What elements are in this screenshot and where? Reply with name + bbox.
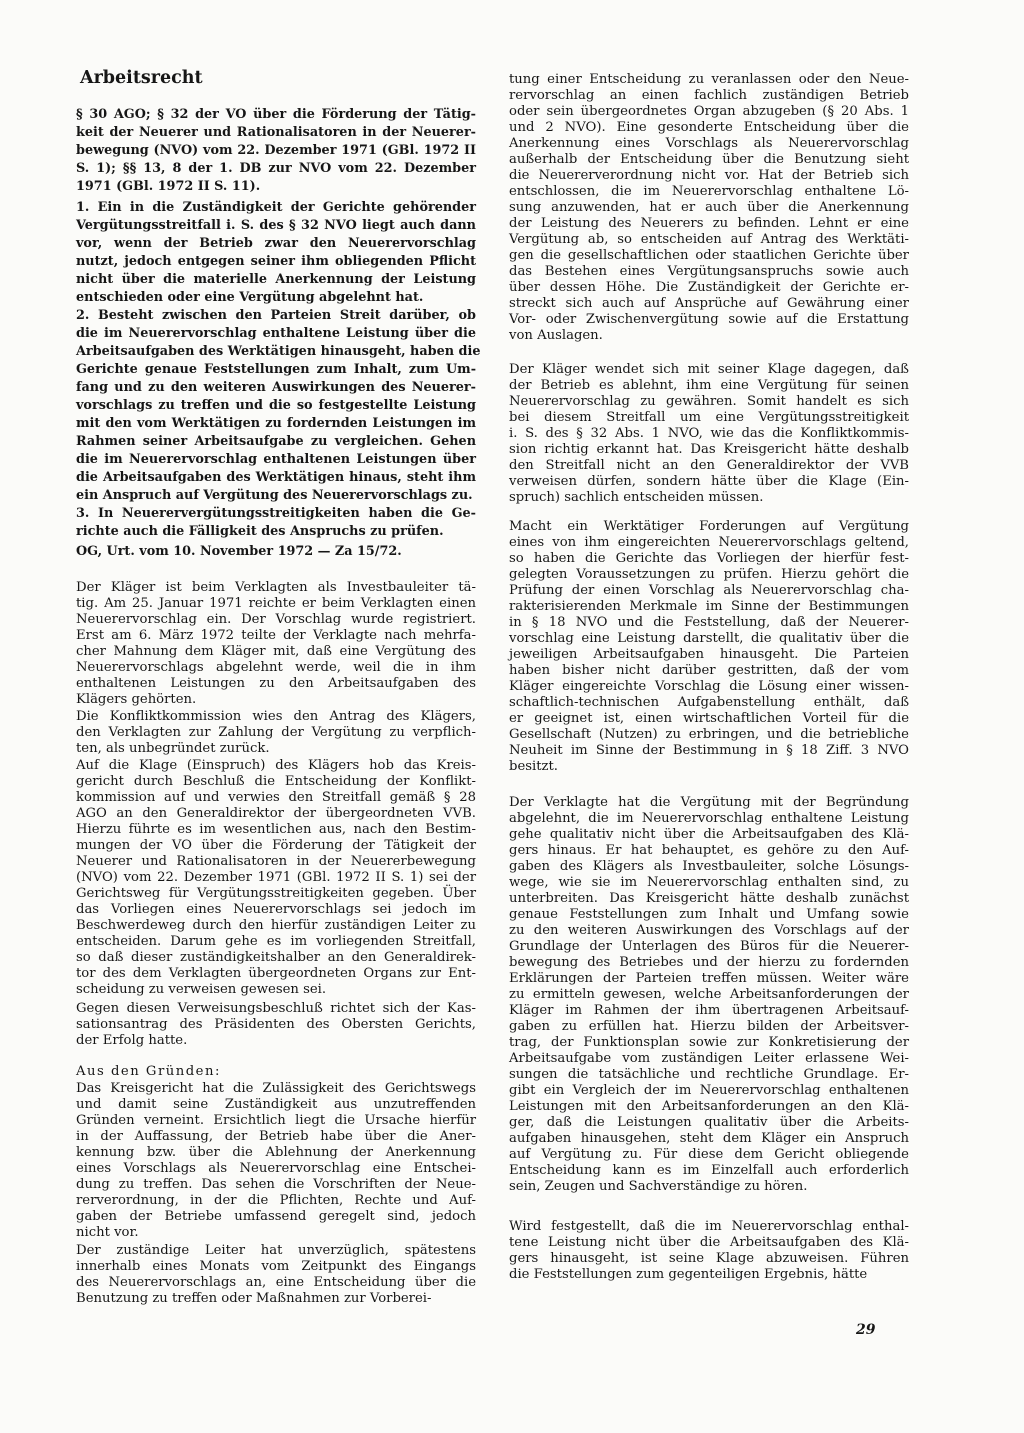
- body-paragraph: [76, 1243, 476, 1307]
- body-paragraph: [509, 519, 909, 775]
- text-line: das Vorliegen eines Neuerervorschlags sei jedoch im: [76, 902, 476, 917]
- text-line: verweisen dürfen, sondern hätte über die Klage (Ein-: [509, 474, 909, 489]
- text-line: gelegten Voraussetzungen zu prüfen. Hierzu gehört die: [509, 567, 909, 582]
- section-title: Arbeitsrecht: [80, 68, 203, 88]
- text-line: gibt ein Vergleich der im Neuerervorschlag enthaltenen: [509, 1083, 909, 1098]
- text-line: AGO an den Generaldirektor der übergeordneten VVB.: [76, 806, 476, 821]
- headnote-paragraph: [76, 505, 476, 541]
- body-paragraph: [76, 758, 476, 998]
- headnote-paragraph: [76, 106, 476, 196]
- text-line: nicht vor.: [76, 1225, 139, 1240]
- text-line: außerhalb der Entscheidung über die Benutzung sieht: [509, 152, 909, 167]
- text-line: 1971 (GBl. 1972 II S. 11).: [76, 179, 261, 194]
- text-line: Der Verklagte hat die Vergütung mit der Begründung: [509, 795, 909, 810]
- text-line: jeweiligen Arbeitsaufgaben hinausgeht. Die Parteien: [509, 647, 909, 662]
- text-line: gers hinaus. Er hat behauptet, es gehöre zu den Auf-: [509, 843, 909, 858]
- text-line: von Auslagen.: [509, 328, 603, 343]
- text-line: die Neuererverordnung nicht vor. Hat der Betrieb sich: [509, 168, 909, 183]
- text-line: S. 1); §§ 13, 8 der 1. DB zur NVO vom 22. Dezember: [76, 161, 476, 176]
- text-line: mungen der VO über die Förderung der Tätigkeit der: [76, 838, 476, 853]
- text-line: 2. Besteht zwischen den Parteien Streit darüber, ob: [76, 308, 476, 323]
- text-line: gen die gesellschaftlichen oder staatlichen Gerichte über: [509, 248, 909, 263]
- text-line: Die Konfliktkommission wies den Antrag des Klägers,: [76, 709, 476, 724]
- text-line: den Streitfall nicht an den Generaldirektor der VVB: [509, 458, 909, 473]
- text-line: zu ermitteln gewesen, welche Arbeitsanforderungen der: [509, 987, 909, 1002]
- headnote-paragraph: [76, 199, 476, 307]
- text-line: rervorschlag an einen fachlich zuständigen Betrieb: [509, 88, 909, 103]
- text-line: enthaltenen Leistungen zu den Arbeitsaufgaben des: [76, 676, 476, 691]
- text-line: haben bisher nicht darüber gestritten, daß der vom: [509, 663, 909, 678]
- text-line: entschieden oder eine Vergütung abgelehnt hat.: [76, 290, 424, 305]
- text-line: Erst am 6. März 1972 teilte der Verklagte nach mehrfa-: [76, 628, 476, 643]
- text-line: vorschlag eine Leistung darstellt, die qualitativ über die: [509, 631, 909, 646]
- text-line: Vor- oder Zwischenvergütung sowie auf die Erstattung: [509, 312, 909, 327]
- text-line: kennung bzw. über die Ablehnung der Anerkennung: [76, 1145, 476, 1160]
- text-line: trag, der Funktionsplan sowie zur Konkretisierung der: [509, 1035, 909, 1050]
- text-line: schaftlich-technischen Aufgabenstellung enthält, daß: [509, 695, 909, 710]
- text-line: (NVO) vom 22. Dezember 1971 (GBl. 1972 II S. 1) sei der: [76, 870, 476, 885]
- text-line: des Neuerervorschlags an, eine Entscheidung über die: [76, 1275, 476, 1290]
- body-paragraph: [509, 72, 909, 344]
- text-line: fang und zu den weiteren Auswirkungen des Neuerer-: [76, 380, 476, 395]
- text-line: vor, wenn der Betrieb zwar den Neuerervorschlag: [76, 236, 476, 251]
- text-line: Auf die Klage (Einspruch) des Klägers hob das Kreis-: [76, 758, 476, 773]
- text-line: ein Anspruch auf Vergütung des Neuerervorschlags zu.: [76, 488, 473, 503]
- text-line: gers hinausgeht, ist seine Klage abzuweisen. Führen: [509, 1251, 909, 1266]
- body-paragraph: [76, 580, 476, 708]
- text-line: tene Leistung nicht über die Arbeitsaufgaben des Klä-: [509, 1235, 909, 1250]
- text-line: Erklärungen der Parteien treffen müssen. Weiter wäre: [509, 971, 909, 986]
- text-line: Gegen diesen Verweisungsbeschluß richtet sich der Kas-: [76, 1001, 476, 1016]
- text-line: keit der Neuerer und Rationalisatoren in der Neuerer-: [76, 125, 476, 140]
- text-line: Gerichtsweg für Vergütungsstreitigkeiten gegeben. Über: [76, 886, 476, 901]
- text-line: auf Vergütung zu. Für diese dem Gericht obliegende: [509, 1147, 909, 1162]
- text-line: das Bestehen eines Vergütungsanspruchs sowie auch: [509, 264, 909, 279]
- text-line: den Verklagten zur Zahlung der Vergütung zu verpflich-: [76, 725, 476, 740]
- text-line: nicht über die materielle Anerkennung der Leistung: [76, 272, 476, 287]
- text-line: 3. In Neuerervergütungsstreitigkeiten haben die Ge-: [76, 506, 476, 521]
- text-line: Arbeitsaufgaben des Werktätigen hinausgeht, haben die: [76, 344, 481, 359]
- text-line: und damit seine Zuständigkeit aus unzutreffenden: [76, 1097, 476, 1112]
- body-paragraph: [509, 362, 909, 506]
- text-line: Kläger eingereichte Vorschlag die Lösung einer wissen-: [509, 679, 909, 694]
- body-paragraph: [76, 709, 476, 757]
- text-line: ger, daß die Leistungen qualitativ über die Arbeits-: [509, 1115, 909, 1130]
- text-line: rerverordnung, in der die Pflichten, Rechte und Auf-: [76, 1193, 476, 1208]
- text-line: richte auch die Fälligkeit des Anspruchs zu prüfen.: [76, 524, 444, 539]
- text-line: Wird festgestellt, daß die im Neuerervorschlag enthal-: [509, 1219, 909, 1234]
- text-line: ten, als unbegründet zurück.: [76, 741, 270, 756]
- text-line: tor des dem Verklagten übergeordneten Organs zur Ent-: [76, 966, 476, 981]
- body-paragraph: [76, 1064, 476, 1080]
- text-line: Rahmen seiner Arbeitsaufgabe zu vergleichen. Gehen: [76, 434, 476, 449]
- text-line: er geeignet ist, einen wirtschaftlichen Vorteil für die: [509, 711, 909, 726]
- text-line: Grundlage der Unterlagen des Büros für die Neuerer-: [509, 939, 909, 954]
- text-line: innerhalb eines Monats vom Zeitpunkt des Eingangs: [76, 1259, 476, 1274]
- text-line: gaben der Betriebe umfassend geregelt sind, jedoch: [76, 1209, 476, 1224]
- text-line: cher Mahnung dem Kläger mit, daß eine Vergütung des: [76, 644, 476, 659]
- text-line: oder sein übergeordnetes Organ abzugeben (§ 20 Abs. 1: [509, 104, 909, 119]
- headnote-paragraph: [76, 307, 481, 505]
- text-line: Gründen verneint. Ersichtlich liegt die Ursache hierfür: [76, 1113, 476, 1128]
- text-line: wege, wie sie im Neuerervorschlag enthalten sind, zu: [509, 875, 909, 890]
- text-line: § 30 AGO; § 32 der VO über die Förderung der Tätig-: [76, 107, 476, 122]
- text-line: genaue Feststellungen zum Inhalt und Umfang sowie: [509, 907, 909, 922]
- text-line: Das Kreisgericht hat die Zulässigkeit des Gerichtswegs: [76, 1081, 476, 1096]
- text-line: rakterisierenden Merkmale im Sinne der Bestimmungen: [509, 599, 909, 614]
- text-line: gaben zu erfüllen hat. Hierzu bilden der Arbeitsver-: [509, 1019, 909, 1034]
- text-line: besitzt.: [509, 759, 558, 774]
- body-paragraph: [509, 1219, 909, 1283]
- text-line: scheidung zu verweisen gewesen sei.: [76, 982, 327, 997]
- text-line: gehe qualitativ nicht über die Arbeitsaufgaben des Klä-: [509, 827, 909, 842]
- text-line: und 2 NVO). Eine gesonderte Entscheidung über die: [509, 120, 909, 135]
- text-line: die im Neuerervorschlag enthaltene Leistung über die: [76, 326, 476, 341]
- text-line: der Erfolg hatte.: [76, 1033, 188, 1048]
- text-line: Gesellschaft (Nutzen) zu erbringen, und die betriebliche: [509, 727, 909, 742]
- text-line: Aus den Gründen:: [76, 1064, 221, 1079]
- text-line: Kläger im Rahmen der ihm übertragenen Arbeitsauf-: [509, 1003, 909, 1018]
- text-line: in der Auffassung, der Betrieb habe über die Aner-: [76, 1129, 476, 1144]
- text-line: Beschwerdeweg durch den hierfür zuständigen Leiter zu: [76, 918, 476, 933]
- text-line: unterbreiten. Das Kreisgericht hätte deshalb zunächst: [509, 891, 909, 906]
- text-line: Entscheidung kann es im Einzelfall auch erforderlich: [509, 1163, 909, 1178]
- text-line: sung anzuwenden, hat er auch über die Anerkennung: [509, 200, 909, 215]
- text-line: Anerkennung eines Vorschlags als Neuerervorschlag: [509, 136, 909, 151]
- text-line: entscheiden. Darum gehe es im vorliegenden Streitfall,: [76, 934, 476, 949]
- text-line: zu den weiteren Auswirkungen des Vorschlags auf der: [509, 923, 909, 938]
- text-line: Gerichte genaue Feststellungen zum Inhalt, zum Um-: [76, 362, 476, 377]
- text-line: gaben des Klägers als Investbauleiter, solche Lösungs-: [509, 859, 909, 874]
- text-line: eines von ihm eingereichten Neuerervorschlags geltend,: [509, 535, 909, 550]
- body-paragraph: [76, 1001, 476, 1049]
- text-line: dung zu treffen. Das sehen die Vorschriften der Neue-: [76, 1177, 476, 1192]
- text-line: bewegung (NVO) vom 22. Dezember 1971 (GBl. 1972 II: [76, 143, 476, 158]
- text-line: die Feststellungen zum gegenteiligen Ergebnis, hätte: [509, 1267, 868, 1282]
- text-line: in § 18 NVO und die Feststellung, daß der Neuerer-: [509, 615, 909, 630]
- text-line: Arbeitsaufgabe vom zuständigen Leiter erlassene Wei-: [509, 1051, 909, 1066]
- text-line: eines Vorschlags als Neuerervorschlag eine Entschei-: [76, 1161, 476, 1176]
- text-line: der Betrieb es ablehnt, ihm eine Vergütung für seinen: [509, 378, 909, 393]
- text-line: Der Kläger ist beim Verklagten als Investbauleiter tä-: [76, 580, 476, 595]
- text-line: Vergütung ab, so entscheiden auf Antrag des Werktäti-: [509, 232, 909, 247]
- text-line: entschlossen, die im Neuerervorschlag enthaltene Lö-: [509, 184, 909, 199]
- text-line: nutzt, jedoch entgegen seiner ihm obliegenden Pflicht: [76, 254, 476, 269]
- text-line: Leistungen mit den Arbeitsanforderungen an den Klä-: [509, 1099, 909, 1114]
- text-line: kommission auf und verwies den Streitfall gemäß § 28: [76, 790, 476, 805]
- text-line: die im Neuerervorschlag enthaltenen Leistungen über: [76, 452, 476, 467]
- text-line: streckt sich auch auf Ansprüche auf Gewährung einer: [509, 296, 909, 311]
- text-line: Der zuständige Leiter hat unverzüglich, spätestens: [76, 1243, 476, 1258]
- text-line: über dessen Höhe. Die Zuständigkeit der Gerichte er-: [509, 280, 909, 295]
- text-line: sungen die tatsächliche und rechtliche Grundlage. Er-: [509, 1067, 909, 1082]
- headnote-paragraph: [76, 543, 476, 561]
- text-line: Hierzu führte es im wesentlichen aus, nach den Bestim-: [76, 822, 476, 837]
- text-line: die Arbeitsaufgaben des Werktätigen hinaus, steht ihm: [76, 470, 476, 485]
- text-line: so daß dieser zuständigkeitshalber an den Generaldirek-: [76, 950, 476, 965]
- text-line: sationsantrag des Präsidenten des Obersten Gerichts,: [76, 1017, 476, 1032]
- text-line: Klägers gehörten.: [76, 692, 197, 707]
- text-line: Benutzung zu treffen oder Maßnahmen zur Vorberei-: [76, 1291, 432, 1306]
- text-line: aufgaben hinausgehen, steht dem Kläger ein Anspruch: [509, 1131, 909, 1146]
- text-line: der Leistung des Neuerers zu befinden. Lehnt er eine: [509, 216, 909, 231]
- body-paragraph: [76, 1081, 476, 1241]
- text-line: Macht ein Werktätiger Forderungen auf Vergütung: [509, 519, 909, 534]
- body-paragraph: [509, 795, 909, 1195]
- text-line: Neuheit im Sinne der Bestimmung in § 18 Ziff. 3 NVO: [509, 743, 909, 758]
- text-line: bei diesem Streitfall um eine Vergütungsstreitigkeit: [509, 410, 909, 425]
- text-line: gericht durch Beschluß die Entscheidung der Konflikt-: [76, 774, 476, 789]
- text-line: Neuerervorschlag zu gewähren. Somit handelt es sich: [509, 394, 909, 409]
- text-line: mit den vom Werktätigen zu fordernden Leistungen im: [76, 416, 476, 431]
- page-number: 29: [856, 1322, 876, 1338]
- text-line: Neuerervorschlag ein. Der Vorschlag wurde registriert.: [76, 612, 476, 627]
- text-line: vorschlags zu treffen und die so festgestellte Leistung: [76, 398, 476, 413]
- text-line: OG, Urt. vom 10. November 1972 — Za 15/72.: [76, 544, 402, 559]
- text-line: bewegung des Betriebes und der hierzu zu fordernden: [509, 955, 909, 970]
- text-line: tig. Am 25. Januar 1971 reichte er beim Verklagten einen: [76, 596, 476, 611]
- text-line: Der Kläger wendet sich mit seiner Klage dagegen, daß: [509, 362, 909, 377]
- text-line: Prüfung der einen Vorschlag als Neuerervorschlag cha-: [509, 583, 909, 598]
- text-line: sein, Zeugen und Sachverständige zu hören.: [509, 1179, 808, 1194]
- text-line: Neuerervorschlags abgelehnt werde, weil die in ihm: [76, 660, 476, 675]
- text-line: sion richtig erkannt hat. Das Kreisgericht hätte deshalb: [509, 442, 909, 457]
- text-line: Vergütungsstreitfall i. S. des § 32 NVO liegt auch dann: [76, 218, 476, 233]
- text-line: so haben die Gerichte das Vorliegen der hierfür fest-: [509, 551, 909, 566]
- text-line: Neuerer und Rationalisatoren in der Neuererbewegung: [76, 854, 476, 869]
- text-line: tung einer Entscheidung zu veranlassen oder den Neue-: [509, 72, 909, 87]
- text-line: 1. Ein in die Zuständigkeit der Gerichte gehörender: [76, 200, 476, 215]
- text-line: abgelehnt, die im Neuerervorschlag enthaltene Leistung: [509, 811, 909, 826]
- text-line: i. S. des § 32 Abs. 1 NVO, wie das die Konfliktkommis-: [509, 426, 909, 441]
- text-line: spruch) sachlich entscheiden müssen.: [509, 490, 764, 505]
